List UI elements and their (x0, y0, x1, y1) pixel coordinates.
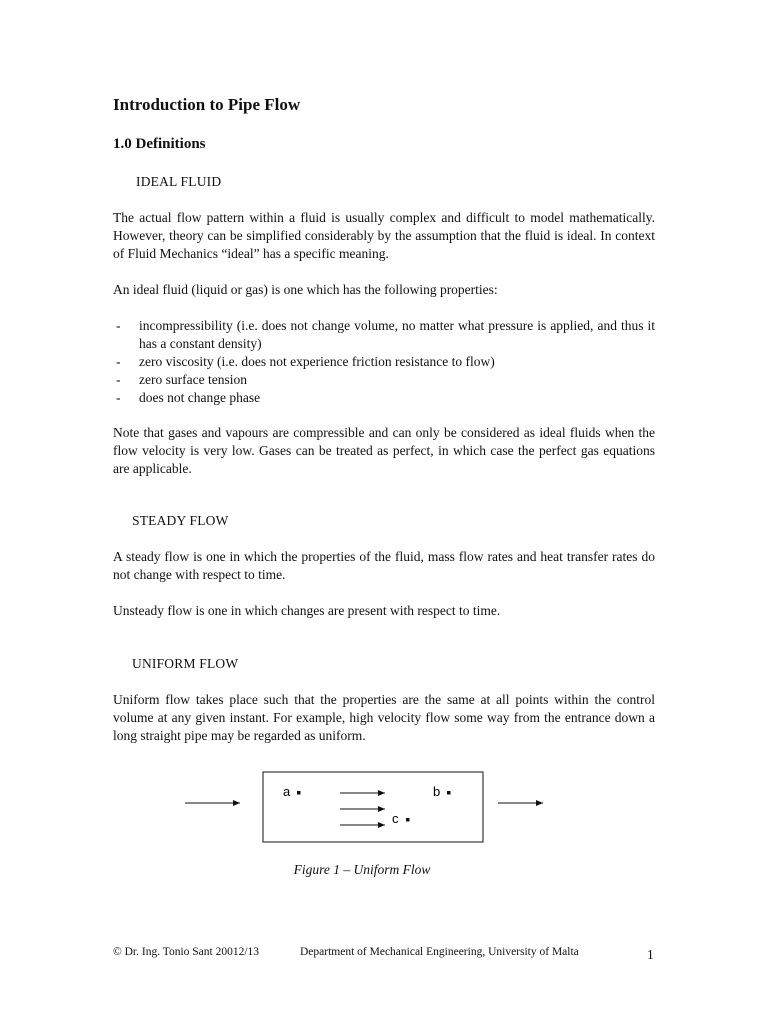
list-dash: - (116, 318, 121, 333)
footer-author: © Dr. Ing. Tonio Sant 20012/13 (113, 946, 260, 958)
list-item-text: zero viscosity (i.e. does not experience friction resistance to flow) (139, 354, 495, 369)
point-a-label: a (283, 784, 291, 799)
footer-department: Department of Mechanical Engineering, University of Malta (300, 946, 579, 958)
paragraph-ideal-properties: An ideal fluid (liquid or gas) is one which has the following properties: (113, 282, 498, 297)
list-item-text: does not change phase (139, 390, 261, 405)
figure-caption: Figure 1 – Uniform Flow (293, 862, 431, 877)
paragraph-ideal-intro: The actual flow pattern within a fluid is usually complex and difficult to model mathematically. However, theory can be simplified considerably by the assumption that the fluid is ideal. In context of Fluid Mechanics “ideal” has a specific meaning. (113, 210, 655, 261)
list-item (113, 353, 655, 371)
list-item (113, 371, 655, 389)
point-b-label: b (433, 784, 441, 799)
list-item-text: zero surface tension (139, 372, 247, 387)
subheading-uniform-flow: UNIFORM FLOW (132, 656, 239, 671)
list-dash: - (116, 390, 121, 405)
subheading-steady-flow: STEADY FLOW (132, 513, 229, 528)
list-item (113, 317, 655, 353)
page-title: Introduction to Pipe Flow (113, 95, 301, 114)
list-dash: - (116, 354, 121, 369)
page-number: 1 (647, 947, 654, 962)
subheading-ideal-fluid: IDEAL FLUID (136, 174, 222, 189)
list-dash: - (116, 372, 121, 387)
point-b-marker (447, 791, 451, 795)
paragraph-uniform-flow: Uniform flow takes place such that the properties are the same at all points within the control volume at any given instant. For example, high velocity flow some way from the entrance down a long straight pipe may be regarded as uniform. (113, 692, 655, 743)
point-a-marker (297, 791, 301, 795)
list-item (113, 389, 655, 407)
control-volume-box (263, 772, 483, 842)
point-c-marker (406, 818, 410, 822)
paragraph-unsteady-flow: Unsteady flow is one in which changes are present with respect to time. (113, 603, 501, 618)
properties-list (113, 317, 655, 407)
point-c-label: c (392, 811, 399, 826)
list-item-text: incompressibility (i.e. does not change volume, no matter what pressure is applied, and thus it has a constant density) (139, 318, 655, 351)
paragraph-steady-flow: A steady flow is one in which the properties of the fluid, mass flow rates and heat transfer rates do not change with respect to time. (113, 549, 655, 582)
paragraph-gases-note: Note that gases and vapours are compressible and can only be considered as ideal fluids when the flow velocity is very low. Gases can be treated as perfect, in which case the perfect gas equations are applicable. (113, 425, 655, 476)
uniform-flow-diagram (150, 760, 570, 850)
section-heading: 1.0 Definitions (113, 136, 206, 152)
